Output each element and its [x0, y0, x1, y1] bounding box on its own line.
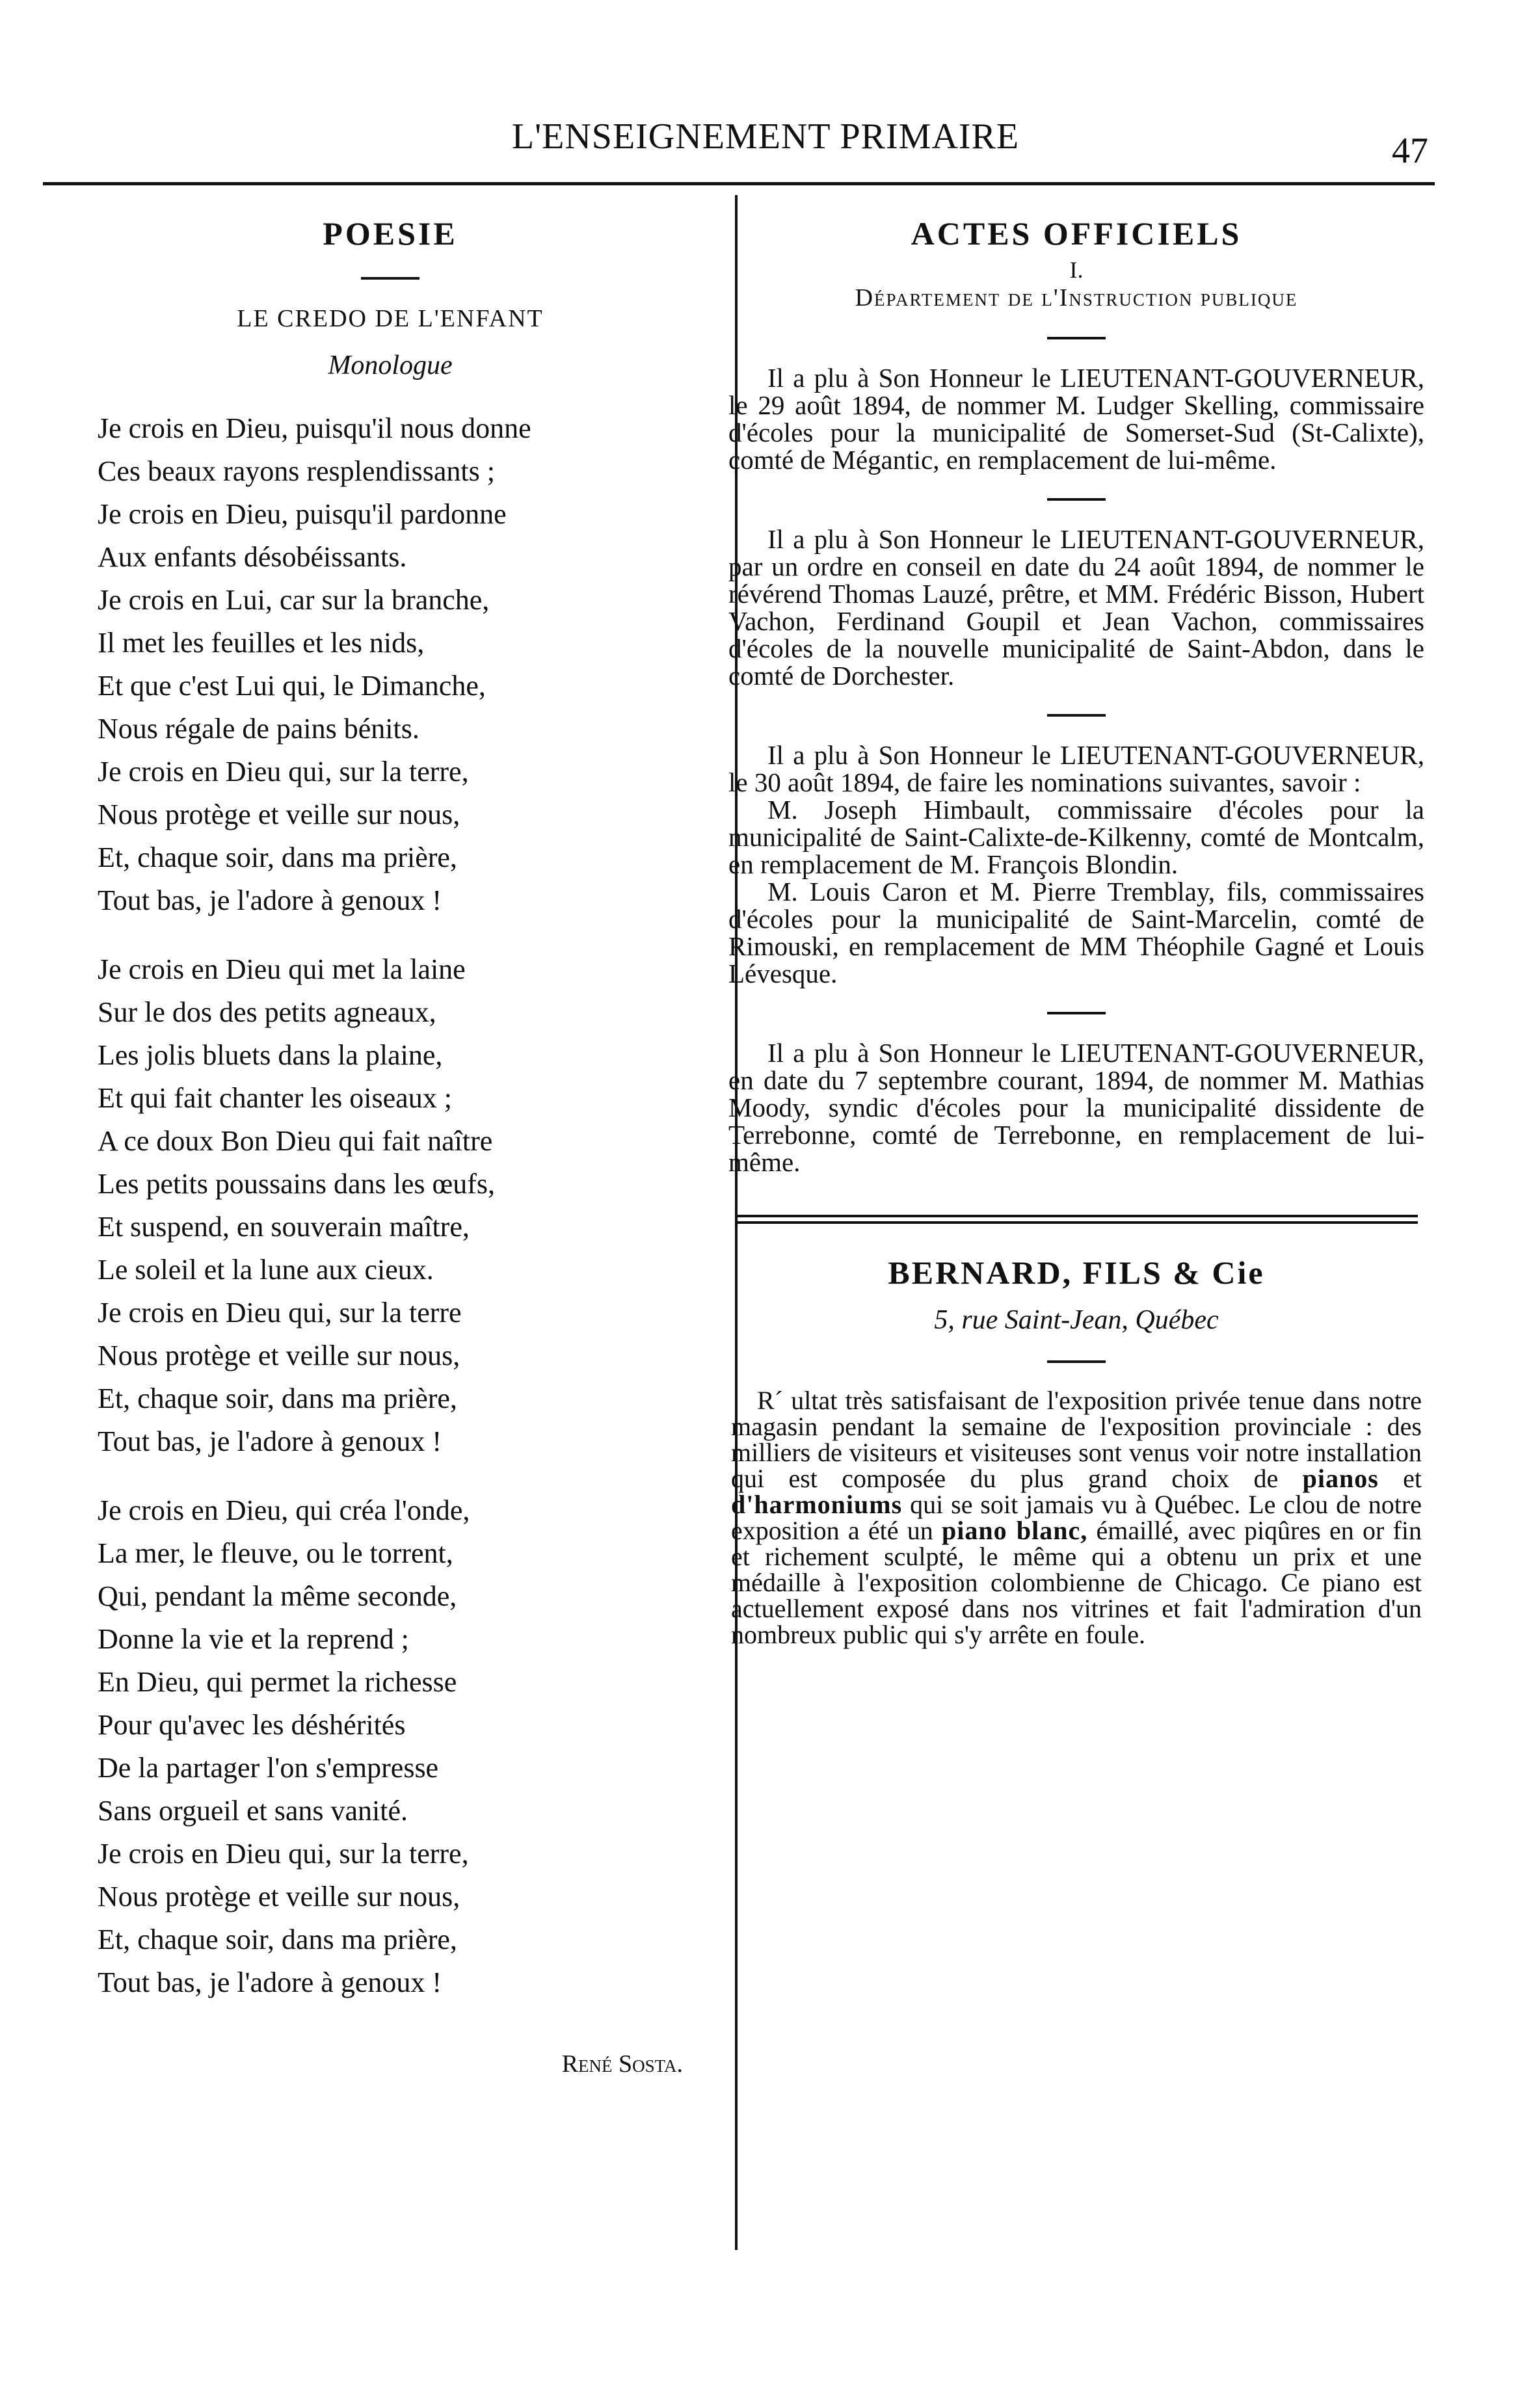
- notice-2: [722, 525, 1431, 689]
- verse-line: Il met les feuilles et les nids,: [98, 627, 425, 659]
- verse-line: Je crois en Dieu qui met la laine: [98, 953, 466, 985]
- advert-text-part: R´ ultat très satisfaisant de l'exposition privée tenue dans notre magasin pendant la semaine de l'exposition provinciale : des milliers de visiteurs et visiteuses sont venus voir notre installation qui est composée du plus grand choix de: [731, 1386, 1422, 1493]
- notice-rule: [1047, 337, 1106, 339]
- verse-line: De la partager l'on s'empresse: [98, 1752, 439, 1784]
- notice-paragraph: Il a plu à Son Honneur le LIEUTENANT-GOUVERNEUR, le 30 août 1894, de faire les nominations suivantes, savoir :: [728, 740, 1424, 797]
- running-title: L'ENSEIGNEMENT PRIMAIRE: [511, 116, 1020, 157]
- verse-line: Et, chaque soir, dans ma prière,: [98, 1383, 457, 1414]
- verse-line: Je crois en Dieu qui, sur la terre,: [98, 1838, 469, 1870]
- advert-text-part: et: [1403, 1464, 1422, 1493]
- verse-line: Tout bas, je l'adore à genoux !: [98, 1425, 442, 1457]
- verse-line: Sans orgueil et sans vanité.: [98, 1795, 408, 1827]
- advert-bold-piano-blanc: piano blanc,: [942, 1516, 1088, 1545]
- notice-rule: [1047, 1012, 1106, 1014]
- poem-title: LE CREDO DE L'ENFANT: [237, 305, 544, 332]
- verse-line: Je crois en Lui, car sur la branche,: [98, 584, 490, 616]
- poetry-section-title: POESIE: [323, 215, 458, 252]
- verse-line: Et que c'est Lui qui, le Dimanche,: [98, 670, 486, 702]
- notice-paragraph: Il a plu à Son Honneur le LIEUTENANT-GOUVERNEUR, par un ordre en conseil en date du 24 août 1894, de nommer le révérend Thomas Lauzé, prêtre, et MM. Frédéric Bisson, Hubert Vachon, Ferdinand Goupil et Jean Vachon, commissaires d'écoles de la nouvelle municipalité de Saint-Abdon, dans le comté de Dorchester.: [728, 524, 1424, 691]
- verse-line: Et suspend, en souverain maître,: [98, 1211, 470, 1243]
- notice-rule: [1047, 714, 1106, 717]
- verse-line: Donne la vie et la reprend ;: [98, 1623, 409, 1655]
- verse-line: Je crois en Dieu, puisqu'il nous donne: [98, 412, 531, 444]
- advert-rule: [1047, 1360, 1106, 1363]
- notice-rule: [1047, 498, 1106, 501]
- verse-line: Je crois en Dieu qui, sur la terre,: [98, 756, 469, 787]
- verse-line: Tout bas, je l'adore à genoux !: [98, 1966, 442, 1998]
- department-heading: Département de l'Instruction publique: [855, 284, 1298, 311]
- advert-text: [731, 1388, 1422, 1648]
- verse-line: En Dieu, qui permet la richesse: [98, 1666, 457, 1698]
- advert-title: BERNARD, FILS & Cie: [888, 1254, 1265, 1291]
- verse-line: Les jolis bluets dans la plaine,: [98, 1039, 443, 1071]
- verse-line: Je crois en Dieu, qui créa l'onde,: [98, 1494, 470, 1526]
- verse-line: Et, chaque soir, dans ma prière,: [98, 841, 457, 873]
- verse-line: Aux enfants désobéissants.: [98, 541, 407, 573]
- verse-line: Ces beaux rayons resplendissants ;: [98, 455, 495, 487]
- verse-line: Nous protège et veille sur nous,: [98, 1881, 460, 1912]
- poetry-column: [85, 195, 696, 2078]
- poem-subtitle: Monologue: [328, 351, 453, 380]
- advert-text-part: qui se soit jamais vu à Québec. Le clou de notre exposition a été un: [731, 1490, 1422, 1545]
- notice-paragraph: Il a plu à Son Honneur le LIEUTENANT-GOUVERNEUR, le 29 août 1894, de nommer M. Ludger Skelling, commissaire d'écoles pour la municipalité de Somerset-Sud (St-Calixte), comté de Mégantic, en remplacement de lui-même.: [728, 363, 1424, 475]
- stanza-3: [85, 1489, 696, 2004]
- poem-signature: René Sosta.: [561, 2050, 683, 2078]
- page-number: 47: [1392, 131, 1428, 171]
- verse-line: Je crois en Dieu, puisqu'il pardonne: [98, 498, 507, 530]
- section-rule: [361, 277, 419, 280]
- section-marker: I.: [1069, 257, 1084, 283]
- stanza-2: [85, 948, 696, 1463]
- verse-line: A ce doux Bon Dieu qui fait naître: [98, 1125, 493, 1157]
- notice-4: [722, 1039, 1431, 1176]
- advert-address: 5, rue Saint-Jean, Québec: [934, 1305, 1219, 1335]
- verse-line: Et qui fait chanter les oiseaux ;: [98, 1082, 452, 1114]
- verse-line: Qui, pendant la même seconde,: [98, 1580, 457, 1612]
- verse-line: La mer, le fleuve, ou le torrent,: [98, 1537, 453, 1569]
- official-acts-title: ACTES OFFICIELS: [911, 215, 1242, 252]
- notice-3: [722, 741, 1431, 987]
- verse-line: Et, chaque soir, dans ma prière,: [98, 1924, 457, 1955]
- notice-paragraph: M. Louis Caron et M. Pierre Tremblay, fils, commissaires d'écoles pour la municipalité de Saint-Marcelin, comté de Rimouski, en remplacement de MM Théophile Gagné et Louis Lévesque.: [728, 877, 1424, 988]
- notice-paragraph: M. Joseph Himbault, commissaire d'écoles pour la municipalité de Saint-Calixte-de-Kilkenny, comté de Montcalm, en remplacement de M. François Blondin.: [728, 795, 1424, 879]
- verse-line: Nous régale de pains bénits.: [98, 713, 419, 745]
- verse-line: Je crois en Dieu qui, sur la terre: [98, 1297, 462, 1329]
- advert-text-part: émaillé, avec piqûres en or fin et richement sculpté, le même qui a obtenu un prix et une médaille à l'exposition colombienne de Chicago. Ce piano est actuellement exposé dans nos vitrines et fait l'admiration d'un nombreux public qui s'y arrête en foule.: [731, 1516, 1422, 1649]
- verse-line: Les petits poussains dans les œufs,: [98, 1168, 496, 1200]
- advert-divider: [735, 1215, 1418, 1224]
- verse-line: Pour qu'avec les déshérités: [98, 1709, 406, 1741]
- verse-line: Nous protège et veille sur nous,: [98, 1340, 460, 1371]
- advert-bold-pianos: pianos: [1302, 1464, 1379, 1493]
- verse-line: Nous protège et veille sur nous,: [98, 799, 460, 830]
- official-acts-column: [722, 195, 1431, 1648]
- verse-line: Tout bas, je l'adore à genoux !: [98, 884, 442, 916]
- verse-line: Le soleil et la lune aux cieux.: [98, 1254, 434, 1286]
- notice-1: [722, 364, 1431, 473]
- notice-paragraph: Il a plu à Son Honneur le LIEUTENANT-GOUVERNEUR, en date du 7 septembre courant, 1894, de nommer M. Mathias Moody, syndic d'écoles pour la municipalité dissidente de Terrebonne, comté de Terrebonne, en remplacement de lui-même.: [728, 1038, 1424, 1177]
- stanza-1: [85, 407, 696, 922]
- header-rule: [43, 182, 1435, 185]
- advert-bold-harmoniums: d'harmoniums: [731, 1490, 903, 1519]
- verse-line: Sur le dos des petits agneaux,: [98, 996, 436, 1028]
